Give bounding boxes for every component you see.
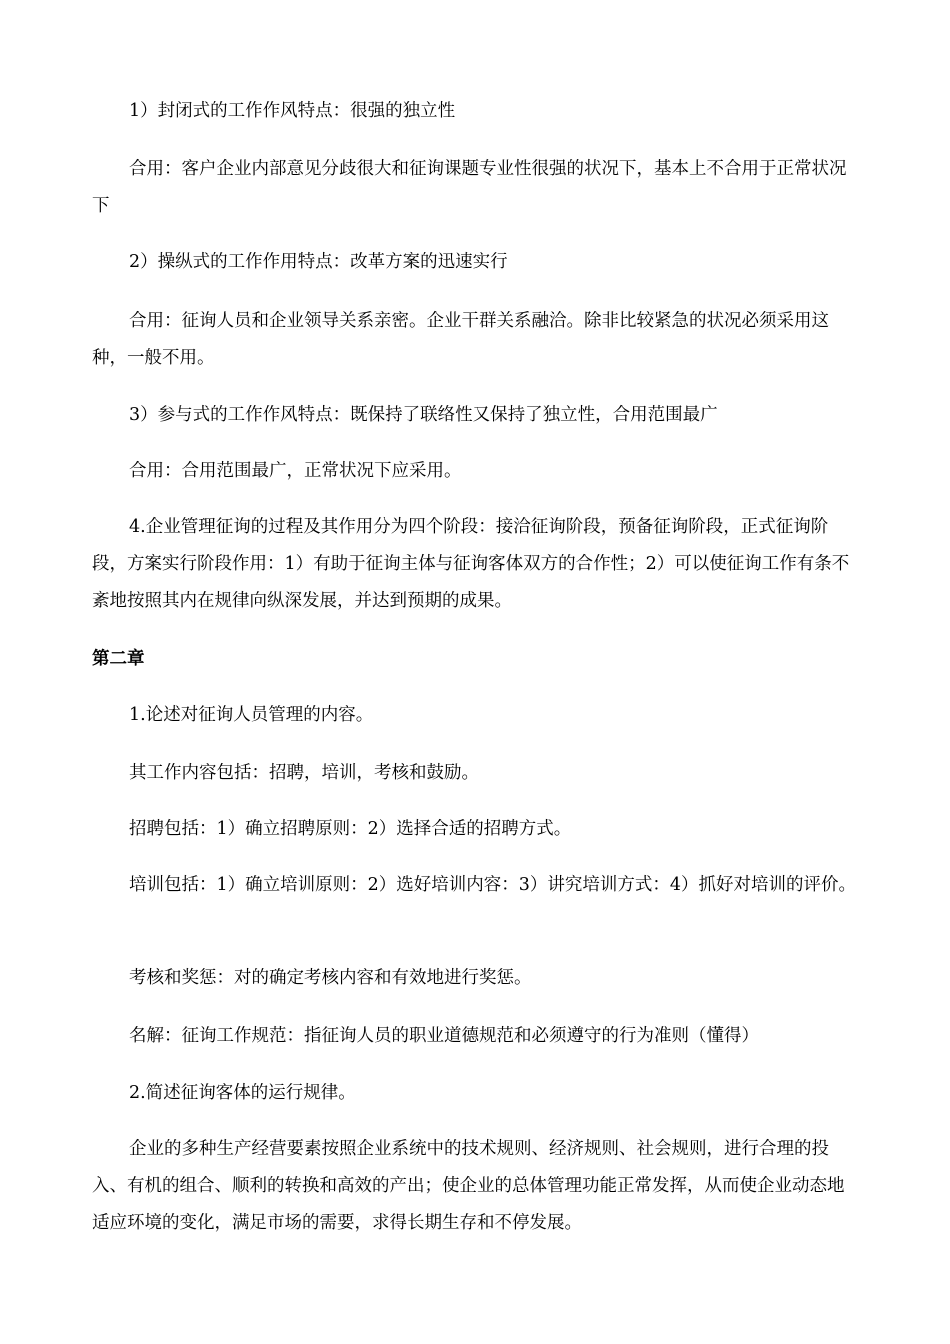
paragraph-definition: 名解：征询工作规范：指征询人员的职业道德规范和必须遵守的行为准则（懂得） xyxy=(129,1026,759,1046)
paragraph-operation-law: 企业的多种生产经营要素按照企业系统中的技术规则、经济规则、社会规则，进行合理的投入、有机的组合、顺利的转换和高效的产出；使企业的总体管理功能正常发挥，从而使企业动态地适应环境的变化，满足市场的需要，求得长期生存和不停发展。 xyxy=(92,1139,845,1233)
paragraph-closed-style-usage: 合用：客户企业内部意见分歧很大和征询课题专业性很强的状况下，基本上不合用于正常状况下 xyxy=(92,159,847,216)
paragraph-question-2: 2.简述征询客体的运行规律。 xyxy=(129,1083,356,1103)
paragraph-recruitment: 招聘包括：1）确立招聘原则：2）选择合适的招聘方式。 xyxy=(129,819,572,839)
chapter-heading: 第二章 xyxy=(92,649,145,669)
paragraph-training: 培训包括：1）确立培训原则：2）选好培训内容：3）讲究培训方式：4）抓好对培训的评价。 xyxy=(129,875,857,895)
paragraph-participative-style-usage: 合用：合用范围最广，正常状况下应采用。 xyxy=(129,461,462,481)
paragraph-work-content: 其工作内容包括：招聘，培训，考核和鼓励。 xyxy=(129,763,479,783)
paragraph-closed-style: 1）封闭式的工作作风特点：很强的独立性 xyxy=(129,101,456,121)
paragraph-control-style-usage: 合用：征询人员和企业领导关系亲密。企业干群关系融洽。除非比较紧急的状况必须采用这种，一般不用。 xyxy=(92,311,829,368)
paragraph-participative-style: 3）参与式的工作作风特点：既保持了联络性又保持了独立性，合用范围最广 xyxy=(129,405,718,425)
paragraph-control-style: 2）操纵式的工作作用特点：改革方案的迅速实行 xyxy=(129,252,508,272)
paragraph-assessment: 考核和奖惩：对的确定考核内容和有效地进行奖惩。 xyxy=(129,968,532,988)
paragraph-question-1: 1.论述对征询人员管理的内容。 xyxy=(129,705,374,725)
paragraph-consulting-process: 4.企业管理征询的过程及其作用分为四个阶段：接洽征询阶段，预备征询阶段，正式征询阶段，方案实行阶段作用：1）有助于征询主体与征询客体双方的合作性；2）可以使征询工作有条不紊地按照其内在规律向纵深发展，并达到预期的成果。 xyxy=(92,517,850,611)
